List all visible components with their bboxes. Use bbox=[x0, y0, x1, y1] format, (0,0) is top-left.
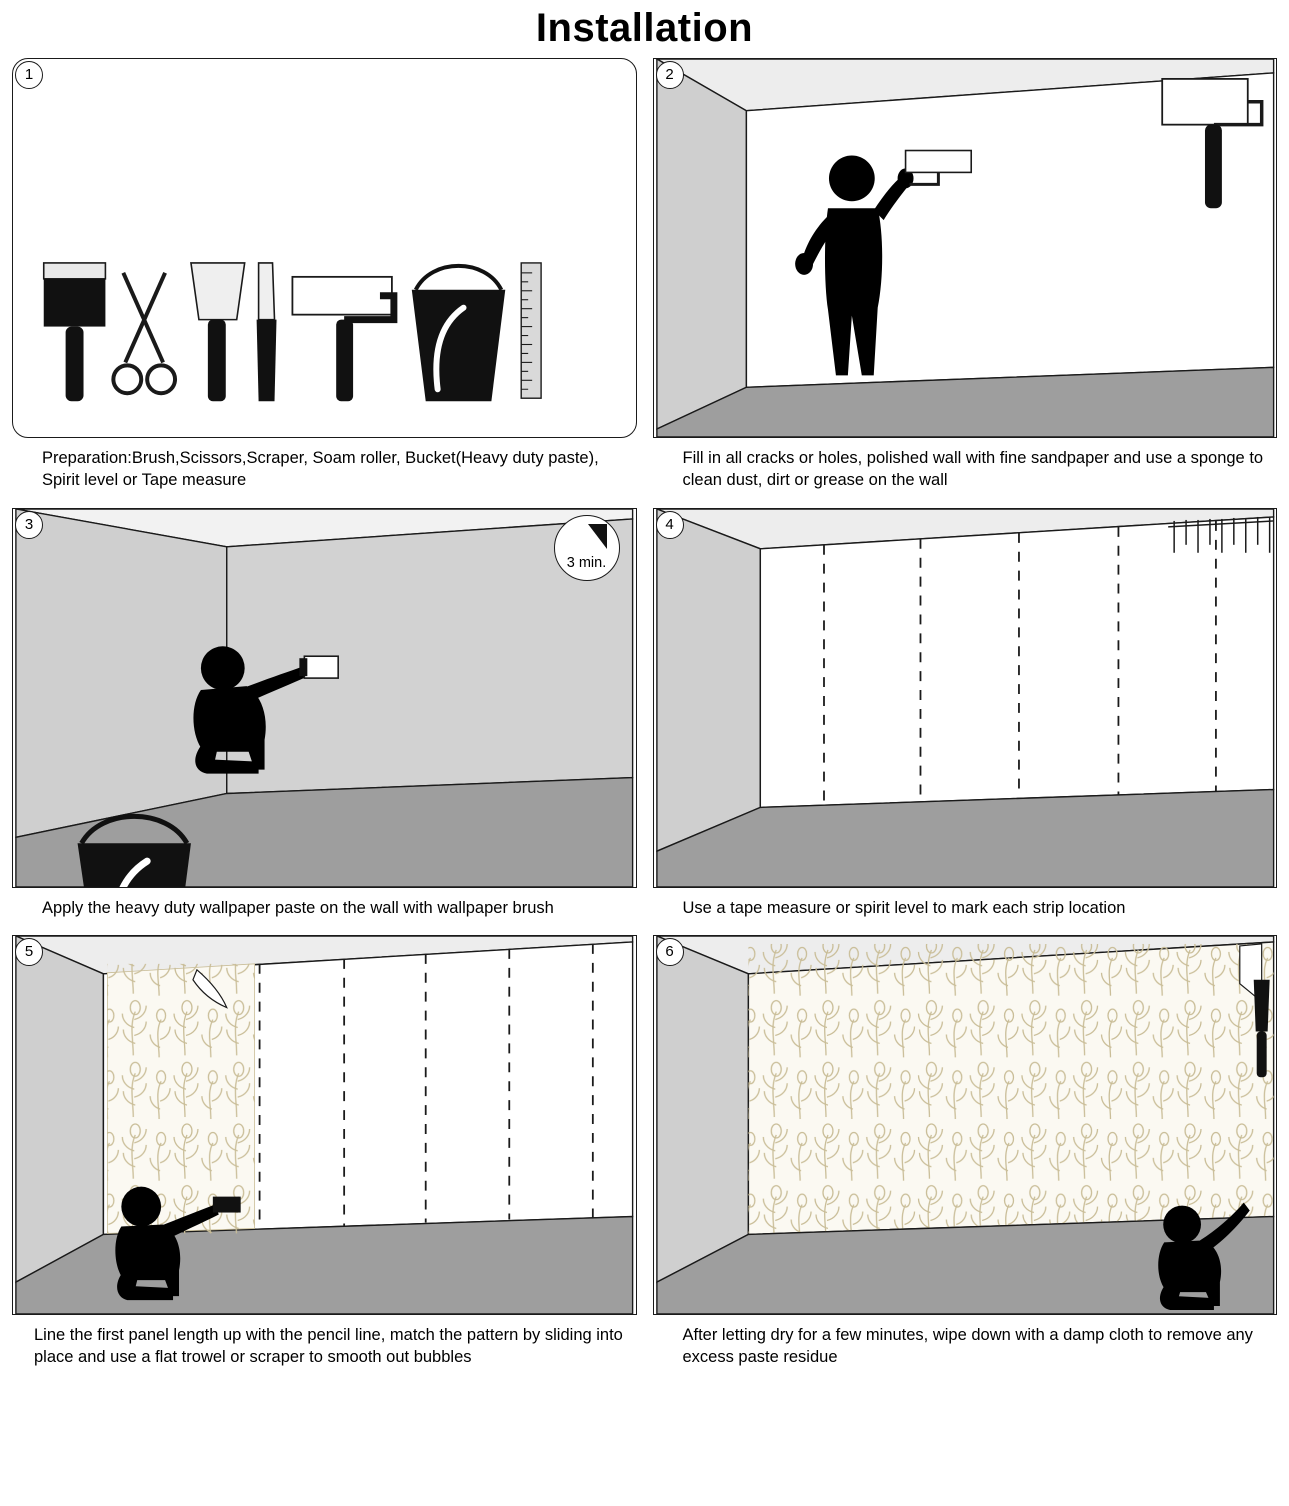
steps-grid bbox=[0, 58, 1289, 1384]
step-2-caption: Fill in all cracks or holes, polished wall with fine sandpaper and use a sponge to clean dust, dirt or grease on the wall bbox=[682, 449, 1264, 490]
step-1-illustration bbox=[12, 58, 637, 438]
page-title: Installation bbox=[535, 6, 754, 50]
bucket-icon bbox=[412, 266, 506, 401]
step-5-illustration bbox=[12, 935, 637, 1315]
tools-drawing bbox=[13, 59, 636, 437]
step-5-badge: 5 bbox=[15, 938, 43, 966]
step-1-caption: Preparation:Brush,Scissors,Scraper, Soam roller, Bucket(Heavy duty paste), Spirit level or Tape measure bbox=[42, 449, 599, 490]
timer-wedge bbox=[588, 524, 607, 549]
first-panel-drawing bbox=[13, 936, 636, 1314]
scraper-icon bbox=[191, 263, 245, 401]
step-5 bbox=[12, 935, 637, 1385]
wipe-down-drawing bbox=[654, 936, 1277, 1314]
step-6-caption: After letting dry for a few minutes, wipe down with a damp cloth to remove any excess paste residue bbox=[682, 1325, 1253, 1367]
step-2-illustration bbox=[653, 58, 1278, 438]
step-6-badge: 6 bbox=[656, 938, 684, 966]
step-4-illustration bbox=[653, 508, 1278, 888]
step-1-badge: 1 bbox=[15, 61, 43, 89]
step-2 bbox=[653, 58, 1278, 508]
foam-roller-icon bbox=[292, 277, 393, 401]
brush-icon bbox=[44, 263, 106, 401]
paste-apply-drawing bbox=[13, 509, 636, 887]
step-6 bbox=[653, 935, 1278, 1385]
step-1 bbox=[12, 58, 637, 508]
scissors-icon bbox=[113, 273, 175, 393]
step-4-badge: 4 bbox=[656, 511, 684, 539]
step-3 bbox=[12, 508, 637, 935]
step-4 bbox=[653, 508, 1278, 935]
step-3-badge: 3 bbox=[15, 511, 43, 539]
utility-knife-icon bbox=[257, 263, 277, 401]
timer-label: 3 min. bbox=[566, 554, 607, 571]
ruler-icon bbox=[521, 263, 541, 398]
step-6-illustration bbox=[653, 935, 1278, 1315]
step-5-caption: Line the first panel length up with the pencil line, match the pattern by sliding into place and use a flat trowel or scraper to smooth out bubbles bbox=[34, 1325, 623, 1367]
step-4-caption: Use a tape measure or spirit level to mark each strip location bbox=[682, 898, 1126, 917]
room-roller-drawing bbox=[654, 59, 1277, 437]
step-3-caption: Apply the heavy duty wallpaper paste on the wall with wallpaper brush bbox=[42, 898, 554, 917]
timer-badge bbox=[554, 515, 620, 581]
brush-in-hand-icon bbox=[299, 656, 338, 678]
step-3-illustration bbox=[12, 508, 637, 888]
step-2-badge: 2 bbox=[656, 61, 684, 89]
marking-strips-drawing bbox=[654, 509, 1277, 887]
